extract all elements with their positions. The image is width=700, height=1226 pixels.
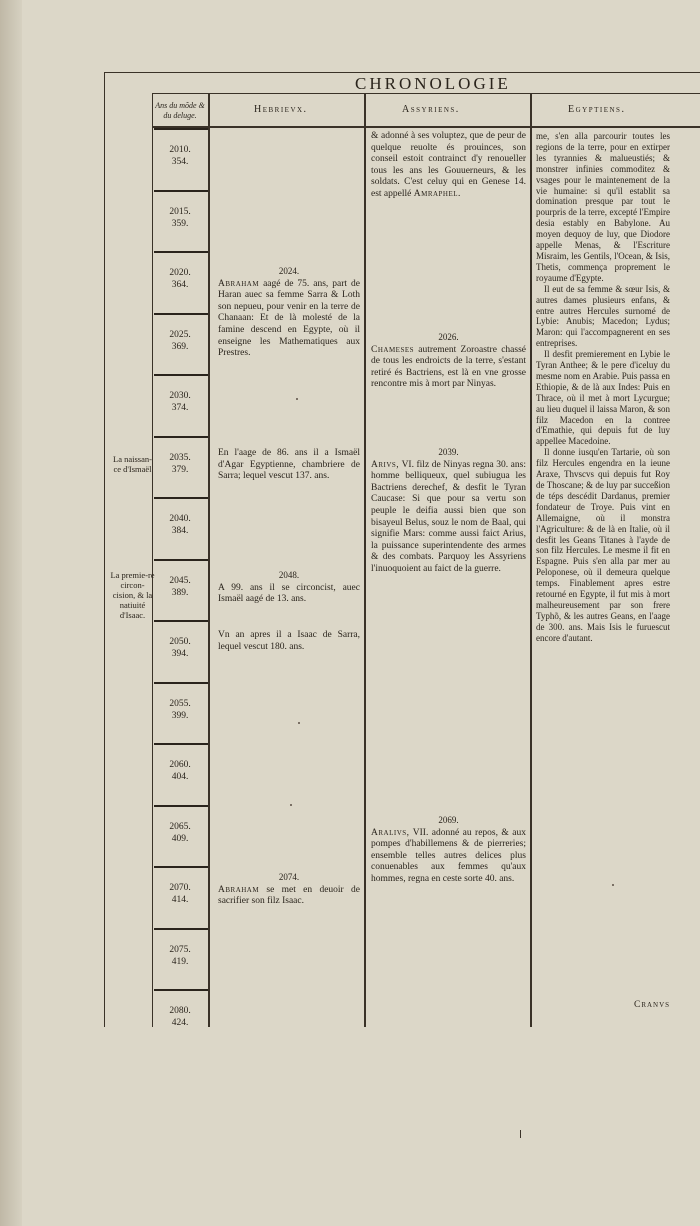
entry-year: 2024. [278, 266, 300, 276]
year-divider [154, 190, 208, 192]
ornament-dot [612, 884, 614, 886]
year-divider [154, 805, 208, 807]
year-label [160, 1005, 200, 1029]
year-col-left-rule [152, 93, 153, 1027]
year-world: 2015. [169, 206, 191, 217]
ornament-dot [298, 722, 300, 724]
year-divider [154, 989, 208, 991]
margin-note-isaac: La premie-re circon-cision, & la natiuité d'Isaac. [110, 570, 155, 620]
entry-text: & adonné à ses voluptez, que de peur de quelque reuolte és prouinces, son conseil estoit contrainct d'y renoueller tous les ans les Gouuerneurs, & les soldats. C'est celuy qui en Genese 14. est appellé [371, 131, 526, 199]
year-label [160, 144, 200, 168]
entry-text: VII. adonné au repos, & aux pompes d'habillemens & de pierreries; ensemble telles autres delices plus conuenables aux femmes qu'aux hommes, regna en ceste sorte 40. ans. [371, 827, 526, 884]
year-label [160, 206, 200, 230]
year-world: 2040. [169, 514, 191, 524]
year-divider [154, 436, 208, 438]
entry-text: Vn an apres il a Isaac de Sarra, lequel vescut 180. ans. [218, 630, 360, 652]
entry-text: autrement Zoroastre chassé de tous les endroicts de la terre, s'estant retiré és Bactriens, est là en vne grosse rencontre mis à mort par Ninyas. [371, 344, 526, 390]
entry-name: Abraham [218, 278, 260, 289]
year-divider [154, 313, 208, 315]
year-divider [154, 866, 208, 868]
year-world: 2065. [169, 821, 191, 832]
year-world: 2050. [169, 637, 191, 647]
entry-year: 2069. [438, 815, 459, 825]
entry-text: A 99. ans il se circoncist, auec Ismaël aagé de 13. ans. [218, 582, 360, 605]
hebrews-entry-2024 [218, 266, 360, 360]
egyptians-column-header: Egyptiens. [568, 104, 626, 115]
year-divider [154, 128, 208, 130]
year-deluge: 414. [171, 895, 189, 905]
assyrians-column-header: Assyriens. [402, 104, 460, 115]
hebrews-entry-ismael [218, 448, 360, 483]
entry-name: Chameses [371, 344, 415, 355]
assyrians-entry-2069 [371, 815, 526, 886]
year-label [160, 821, 200, 845]
year-label [160, 513, 200, 537]
entry-name: Arivs, [371, 459, 400, 470]
entry-year: 2048. [278, 570, 300, 580]
hebrews-entry-isaac [218, 630, 360, 653]
years-column-header: Ans du mõde & du deluge. [155, 101, 205, 120]
year-world: 2045. [169, 575, 191, 586]
year-label [160, 882, 200, 906]
colhead-rule [152, 126, 700, 128]
year-deluge: 384. [171, 526, 189, 536]
year-world: 2020. [169, 268, 191, 278]
year-label [160, 452, 200, 476]
year-label [160, 267, 200, 291]
year-deluge: 354. [171, 157, 189, 167]
assyrian-col-right-rule [530, 93, 532, 1027]
hebrew-col-right-rule [364, 93, 366, 1027]
entry-year: 2074. [278, 872, 300, 882]
assyrians-entry-2026 [371, 332, 526, 391]
year-deluge: 424. [171, 1018, 189, 1028]
assyrians-entry-amraphel [371, 131, 526, 201]
year-divider [154, 559, 208, 561]
year-world: 2055. [169, 698, 191, 709]
ornament-dot [290, 804, 292, 806]
year-deluge: 364. [171, 280, 189, 290]
egyptians-paragraph-4: Il donne iusqu'en Tartarie, où son filz Hercules engendra en la ieune Araxe, Thvscvs qui depuis fut Roy de Thoscane; & de luy par succeßion de téps descédit Dardanus, premier fondateur de Troye. Puis vint en Allemaigne, où il monstra l'Agriculture: & de là en Italie, où il desfit les Geans Titanes à l'ayde de son filz Hercules. Le mesme il fit en Espagne. Puis s'en alla par mer au Peloponese, où il demeura quelque temps. Finablement apres estre retourné en Egypte, il fut mis à mort malheureusement par son frere Typhõ, & les autres Geans, en l'aage de 300. ans. Mais Isis le furuescut encore d'autant. [536, 447, 670, 643]
catchword: Cranvs [634, 1000, 671, 1010]
page-mark [520, 1130, 521, 1138]
ornament-dot [296, 398, 298, 400]
year-divider [154, 497, 208, 499]
assyrians-entry-2039 [371, 447, 526, 576]
running-title: CHRONOLOGIE [355, 74, 511, 93]
egyptians-paragraph-2: Il eut de sa femme & sœur Isis, & autres dames plusieurs enfans, & entre autres Hercules surnomé de Lybie: Anubis; Macedon; Lydus; Maron: qui l'accompagnerent en ses entreprises. [536, 283, 670, 349]
year-deluge: 389. [171, 587, 189, 598]
entry-name: Abraham [218, 884, 260, 895]
egyptians-text [536, 131, 670, 644]
egyptians-paragraph-3: Il desfit premierement en Lybie le Tyran Anthee; & le pere d'iceluy du mesme nom en Arabie. Puis passa en Ethiopie, & de là aux Indes: Puis en Thrace, où il met à mort Lycurgue; au lieu duquel il laissa Maron, & son filz Macedon en la contree d'Emathie, qui depuis fut de luy appellee Macedoine. [536, 349, 670, 447]
year-world: 2035. [169, 452, 191, 463]
top-rule [104, 72, 700, 73]
year-world: 2060. [169, 760, 191, 770]
outer-left-rule [104, 72, 105, 1027]
year-deluge: 409. [171, 833, 189, 844]
year-divider [154, 620, 208, 622]
year-deluge: 369. [171, 341, 189, 352]
year-world: 2010. [169, 145, 191, 155]
year-deluge: 394. [171, 649, 189, 659]
hebrews-entry-2048 [218, 570, 360, 606]
year-label [160, 759, 200, 783]
year-label [160, 944, 200, 968]
page-gutter [0, 0, 22, 1226]
entry-name: Amraphel. [413, 188, 461, 199]
entry-text: En l'aage de 86. ans il a Ismaël d'Agar Egyptienne, chambriere de Sarra; lequel vescut 137. ans. [218, 448, 360, 482]
egyptians-paragraph-1: me, s'en alla parcourir toutes les regions de la terre, pour en extirper les tyrannies & malueustiés; & monstrer infinies commoditez & vsages pour le maintenement de la vie humaine: si qu'il establit sa domination presque par tout le pourpris de la terre, excepté l'Empire desia estably en Babylone. Au moyen dequoy de luy, que Diodore appelle Menas, & l'Escriture Misraim, les Gentils, l'Ocean, & Isis, Thetis, commença proprement le royaume d'Egypte. [536, 131, 670, 283]
year-label [160, 698, 200, 722]
year-deluge: 399. [171, 710, 189, 721]
year-label [160, 390, 200, 414]
year-deluge: 419. [171, 956, 189, 967]
margin-note-ismael: La naissan-ce d'Ismaël [113, 454, 152, 474]
entry-year: 2039. [438, 447, 459, 457]
hebrews-column-header: Hebrievx. [254, 104, 308, 115]
year-world: 2030. [169, 391, 191, 401]
year-divider [154, 374, 208, 376]
entry-name: Aralivs, [371, 827, 410, 838]
hebrews-entry-2074 [218, 872, 360, 908]
year-divider [154, 928, 208, 930]
year-deluge: 374. [171, 403, 189, 413]
entry-text: se met en deuoir de sacrifier son filz Isaac. [218, 884, 360, 907]
year-label [160, 329, 200, 353]
year-world: 2075. [169, 944, 191, 955]
year-label [160, 575, 200, 599]
year-label [160, 636, 200, 660]
year-world: 2080. [169, 1006, 191, 1016]
year-divider [154, 251, 208, 253]
year-divider [154, 743, 208, 745]
year-deluge: 359. [171, 218, 189, 229]
year-col-right-rule [208, 93, 210, 1027]
entry-year: 2026. [438, 332, 459, 342]
entry-text: aagé de 75. ans, part de Haran auec sa femme Sarra & Loth son nepueu, pour venir en la terre de Chanaan: Et de là molesté de la famine descend en Egypte, où il enseigne les Mathematiques aux Prestres. [218, 278, 360, 359]
year-world: 2070. [169, 883, 191, 893]
year-deluge: 379. [171, 464, 189, 475]
year-divider [154, 682, 208, 684]
entry-text: VI. filz de Ninyas regna 30. ans: homme belliqueux, quel subiugua les Bactriens derechef, & desfit le Tyran Caucase: Si que pour sa vertu son peuple le deifia aussi bien que son bisayeul Belus, souz le nom de Baal, qui signifie Mars: comme aussi faict Arius, la puissance superintendente des armes & des combats. Parquoy les Assyriens l'inuoquoient au faict de la guerre. [371, 459, 526, 574]
year-deluge: 404. [171, 772, 189, 782]
year-world: 2025. [169, 329, 191, 340]
